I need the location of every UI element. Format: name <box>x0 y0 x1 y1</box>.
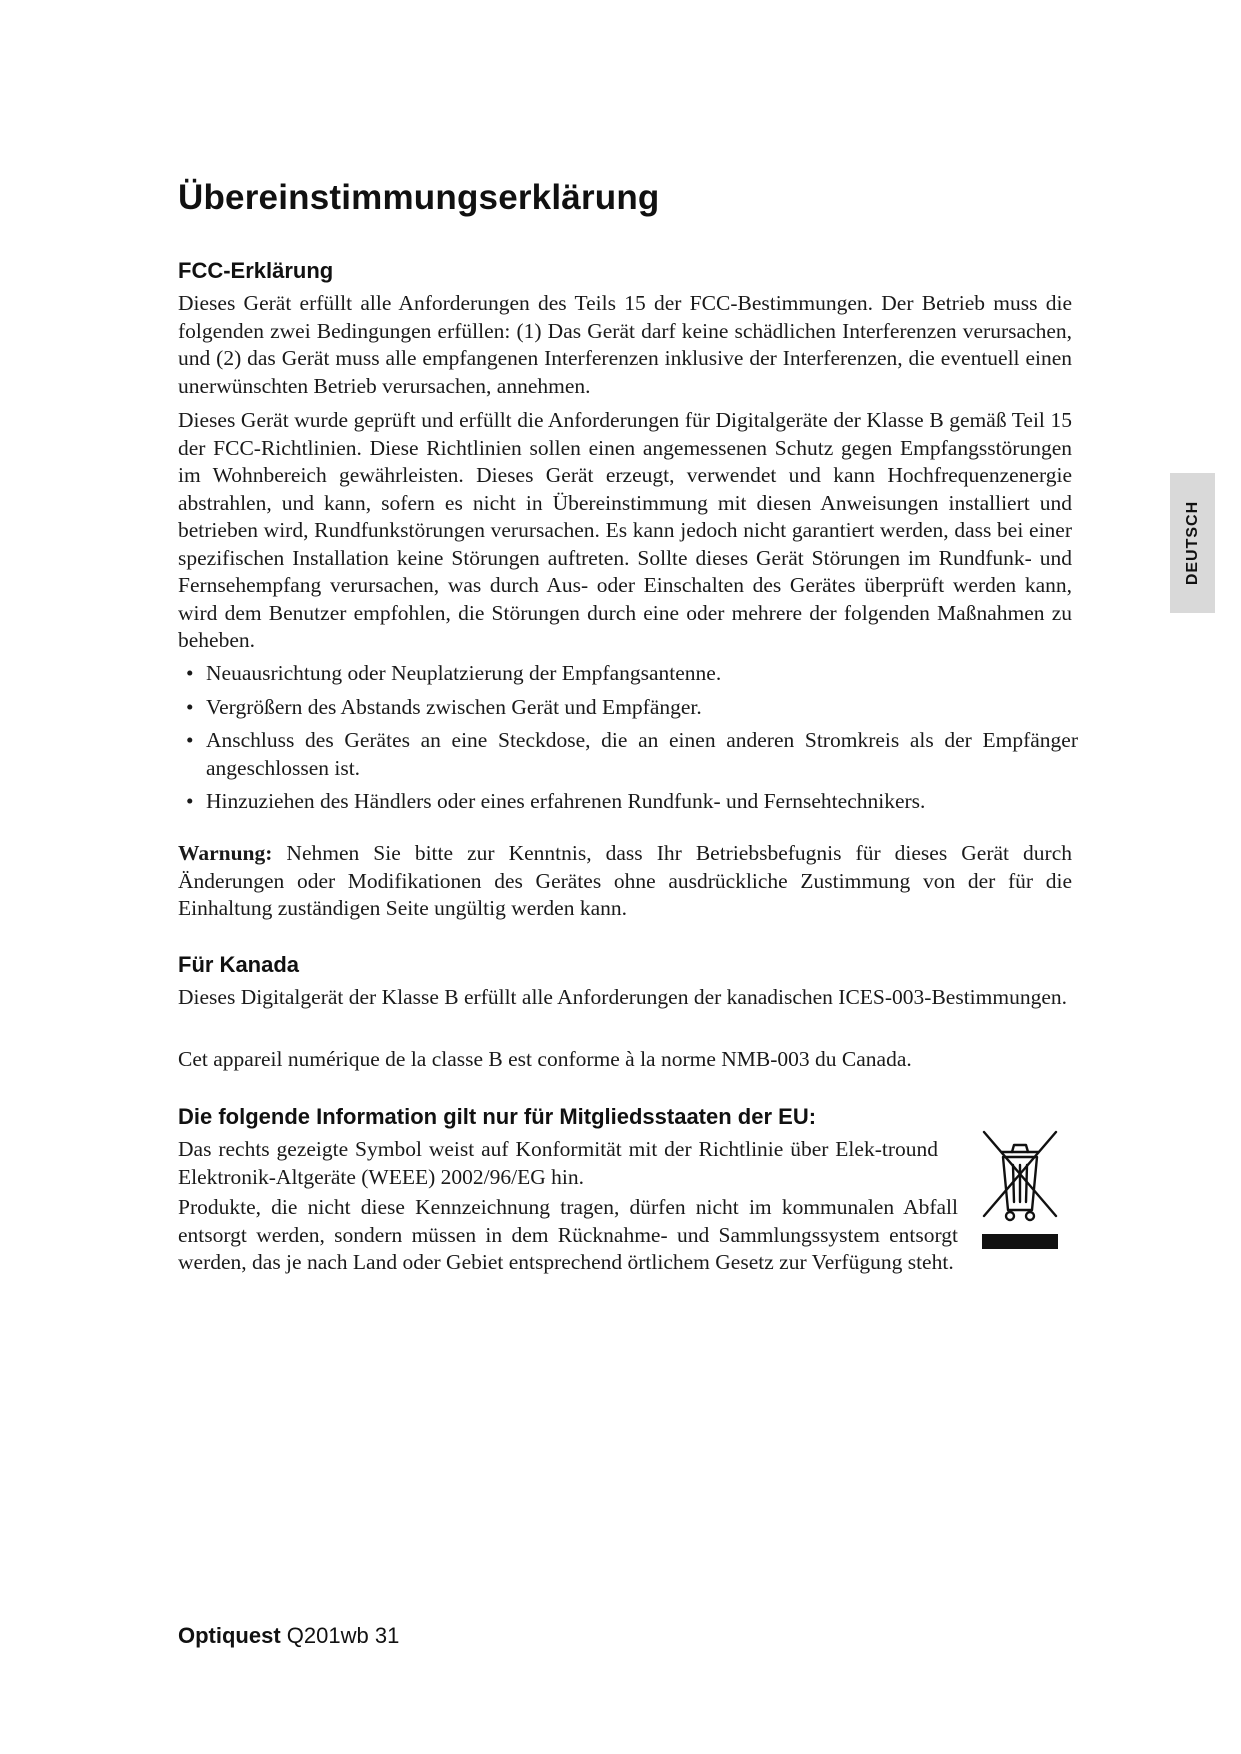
fcc-warning-paragraph <box>178 840 1072 923</box>
fcc-heading: FCC-Erklärung <box>178 258 334 283</box>
canada-paragraph-2: Cet appareil numérique de la classe B est conforme à la norme NMB-003 du Canada. <box>178 1047 912 1071</box>
page-title: Übereinstimmungserklärung <box>178 178 660 217</box>
warning-text: Nehmen Sie bitte zur Kenntnis, dass Ihr Betriebsbefugnis für dieses Gerät durch Änderungen oder Modifikationen des Gerätes ohne ausdrückliche Zustimmung von der für die Einhaltung zuständigen Seite ungültig werden kann. <box>178 841 1072 920</box>
weee-crossed-bin-icon <box>980 1130 1060 1252</box>
language-side-tab <box>1170 473 1215 613</box>
footer-model-page: Q201wb 31 <box>280 1623 400 1648</box>
language-tab-label: DEUTSCH <box>1183 500 1201 586</box>
list-item: • Vergrößern des Abstands zwischen Gerät und Empfänger. <box>186 694 702 719</box>
page-footer <box>178 1623 399 1649</box>
fcc-paragraph-1: Dieses Gerät erfüllt alle Anforderungen des Teils 15 der FCC-Bestimmungen. Der Betrieb muss die folgenden zwei Bedingungen erfüllen: (1) Das Gerät darf keine schädlichen Interferenzen verursachen, und (2) das Gerät muss alle empfangenen Interferenzen inklusive der Interferenzen, die eventuell einen unerwünschten Betrieb verursachen, annehmen. <box>178 291 1072 398</box>
fcc-paragraph-2: Dieses Gerät wurde geprüft und erfüllt die Anforderungen für Digitalgeräte der Klasse B gemäß Teil 15 der FCC-Richtlinien. Diese Richtlinien sollen einen angemessenen Schutz gegen Empfangsstörungen im Wohnbereich gewährleisten. Dieses Gerät erzeugt, verwendet und kann Hochfrequenzenergie abstrahlen, und kann, sofern es nicht in Übereinstimmung mit diesen Anweisungen installiert und betrieben wird, Rundfunkstörungen verursachen. Es kann jedoch nicht garantiert werden, dass bei einer spezifischen Installation keine Störungen auftreten. Sollte dieses Gerät Störungen im Rundfunk- und Fernsehempfang verursachen, was durch Aus- oder Einschalten des Gerätes überprüft werden kann, wird dem Benutzer empfohlen, die Störungen durch eine oder mehrere der folgenden Maßnahmen zu beheben. <box>178 408 1072 652</box>
eu-heading: Die folgende Information gilt nur für Mitgliedsstaaten der EU: <box>178 1104 817 1129</box>
canada-paragraph-1: Dieses Digitalgerät der Klasse B erfüllt alle Anforderungen der kanadischen ICES-003-Bestimmungen. <box>178 985 1068 1009</box>
list-item: • Neuausrichtung oder Neuplatzierung der Empfangsantenne. <box>186 661 722 685</box>
eu-paragraph-1: Das rechts gezeigte Symbol weist auf Konformität mit der Richtlinie über Elek-tround Elektronik-Altgeräte (WEEE) 2002/96/EG hin. <box>178 1137 938 1189</box>
footer-brand: Optiquest <box>178 1623 281 1648</box>
canada-heading: Für Kanada <box>178 952 300 977</box>
list-item: • Hinzuziehen des Händlers oder eines erfahrenen Rundfunk- und Fernsehtechnikers. <box>186 789 926 813</box>
eu-paragraph-2: Produkte, die nicht diese Kennzeichnung tragen, dürfen nicht im kommunalen Abfall entsorgt werden, sondern müssen in dem Rücknahme- und Sammlungssystem entsorgt werden, das je nach Land oder Gebiet entsprechend örtlichem Gesetz zur Verfügung steht. <box>178 1195 958 1274</box>
warning-label: Warnung: <box>178 841 273 865</box>
fcc-measures-list <box>178 660 1078 822</box>
list-item: • Anschluss des Gerätes an eine Steckdose, die an einen anderen Stromkreis als der Empfänger angeschlossen ist. <box>186 728 1078 780</box>
